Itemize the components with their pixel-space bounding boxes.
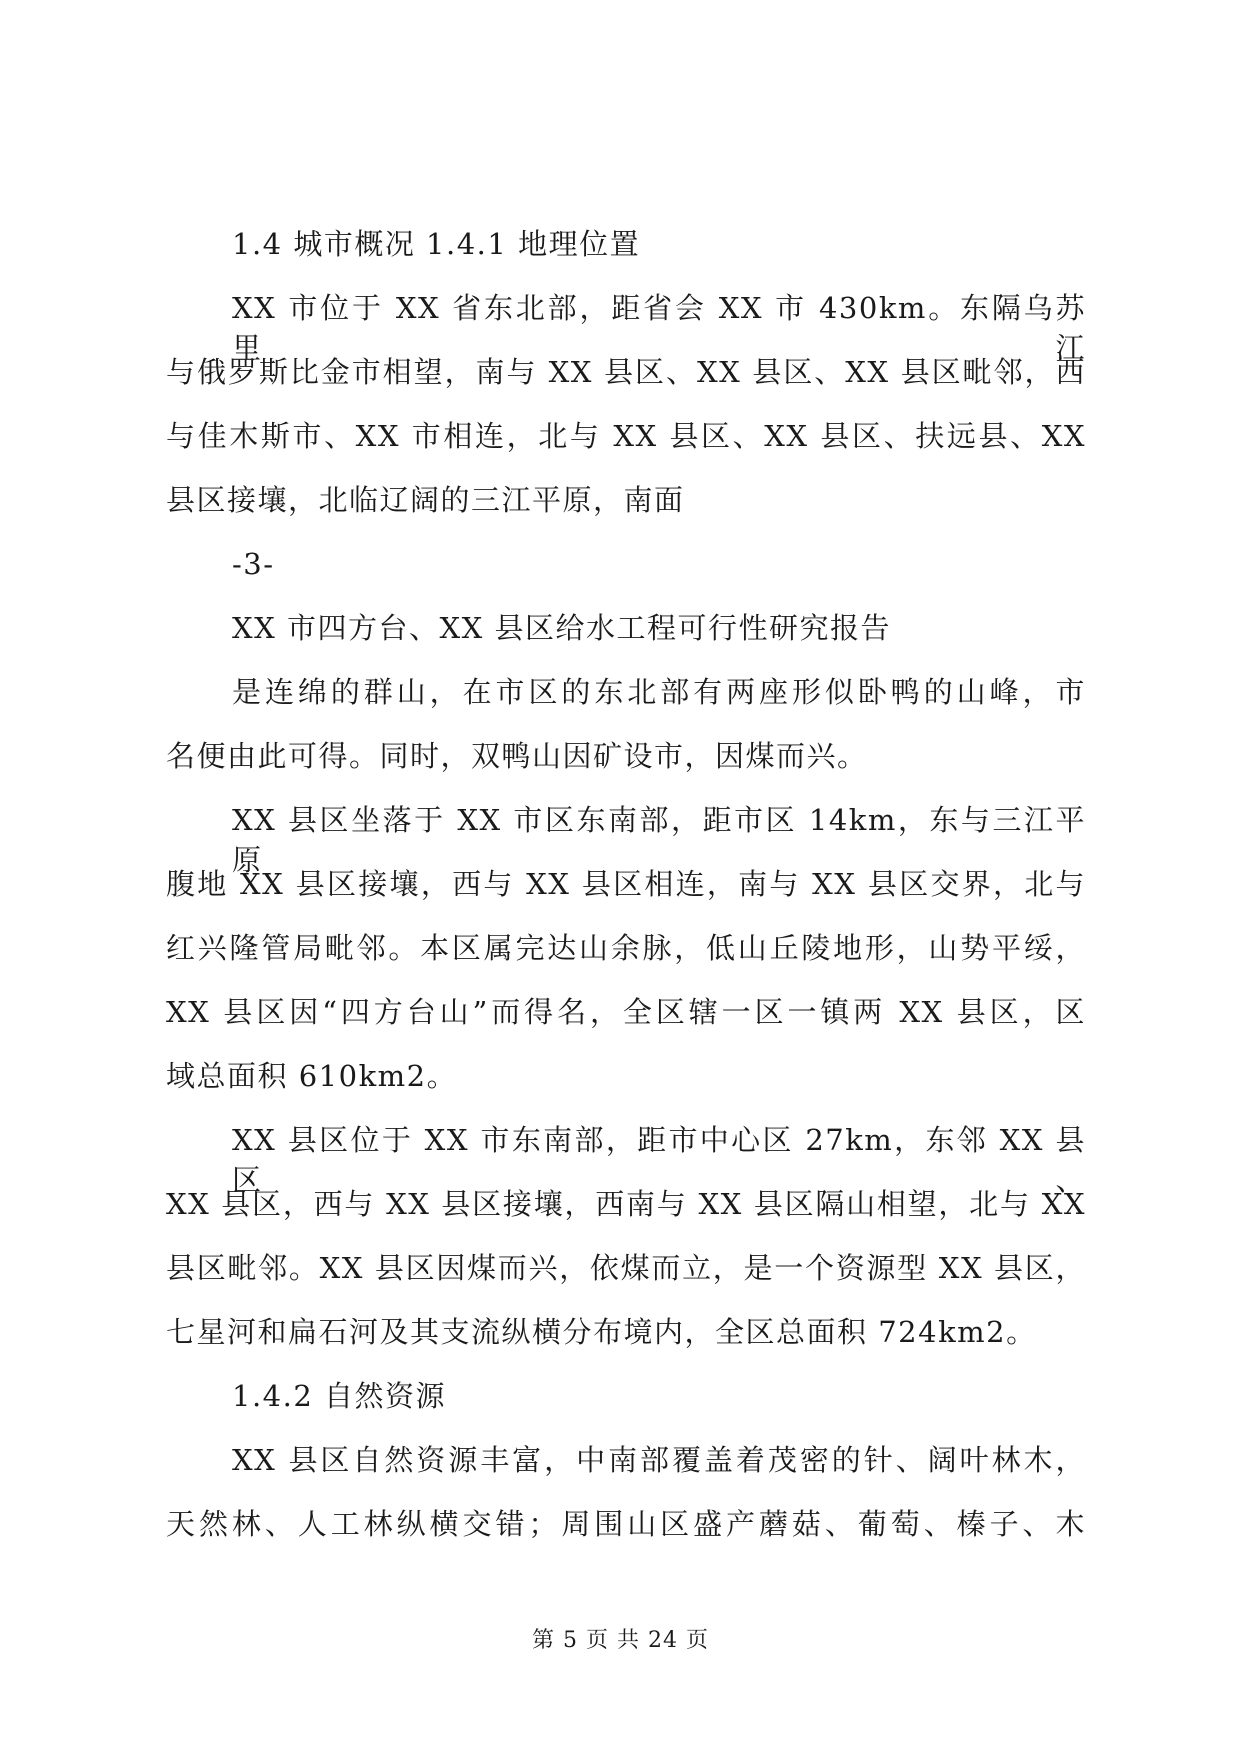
text-line: 名便由此可得。同时，双鸭山因矿设市，因煤而兴。 <box>166 739 868 773</box>
text-line: 是连绵的群山，在市区的东北部有两座形似卧鸭的山峰，市 <box>232 675 1086 709</box>
text-line: 域总面积 610km2。 <box>166 1059 458 1093</box>
page-footer: 第 5 页 共 24 页 <box>532 1628 709 1653</box>
text-line: 红兴隆管局毗邻。本区属完达山余脉，低山丘陵地形，山势平绥， <box>166 931 1086 965</box>
text-line: 七星河和扁石河及其支流纵横分布境内，全区总面积 724km2。 <box>166 1315 1037 1349</box>
text-line: 县区毗邻。XX 县区因煤而兴，依煤而立，是一个资源型 XX 县区， <box>166 1251 1086 1285</box>
text-line: XX 市四方台、XX 县区给水工程可行性研究报告 <box>232 611 892 645</box>
text-line: XX 县区自然资源丰富，中南部覆盖着茂密的针、阔叶林木， <box>232 1443 1086 1477</box>
text-line: XX 市位于 XX 省东北部，距省会 XX 市 430km。东隔乌苏里江 <box>232 291 1086 365</box>
document-body <box>166 224 1086 1568</box>
text-line: 1.4.2 自然资源 <box>232 1379 447 1413</box>
text-line: 与俄罗斯比金市相望，南与 XX 县区、XX 县区、XX 县区毗邻，西 <box>166 355 1086 389</box>
text-line: 县区接壤，北临辽阔的三江平原，南面 <box>166 483 685 517</box>
text-line: XX 县区因“四方台山”而得名，全区辖一区一镇两 XX 县区，区 <box>166 995 1086 1029</box>
text-line: -3- <box>232 547 275 581</box>
text-line: 1.4 城市概况 1.4.1 地理位置 <box>232 227 641 261</box>
text-line: XX 县区坐落于 XX 市区东南部，距市区 14km，东与三江平原 <box>232 803 1086 877</box>
text-line: 天然林、人工林纵横交错；周围山区盛产蘑菇、葡萄、榛子、木 <box>166 1507 1086 1541</box>
text-line: XX 县区，西与 XX 县区接壤，西南与 XX 县区隔山相望，北与 XX <box>166 1187 1086 1221</box>
text-line: 与佳木斯市、XX 市相连，北与 XX 县区、XX 县区、扶远县、XX <box>166 419 1086 453</box>
text-line: XX 县区位于 XX 市东南部，距市中心区 27km，东邻 XX 县区、 <box>232 1123 1086 1197</box>
text-line: 腹地 XX 县区接壤，西与 XX 县区相连，南与 XX 县区交界，北与 <box>166 867 1086 901</box>
